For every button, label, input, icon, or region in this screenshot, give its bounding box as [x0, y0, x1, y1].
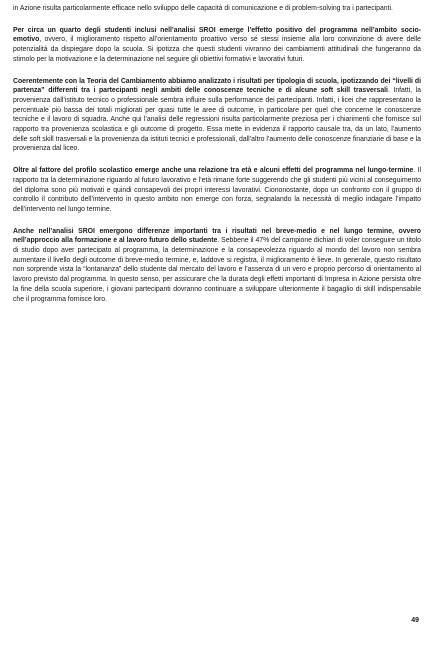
paragraph-5-text: . Sebbene il 47% del campione dichiari di voler conseguire un titolo di studio dopo aver partecipato al programma, la determinazione e la consapevolezza riguardo al mondo del lavoro non sembra aumentare il livello degli outcome di breve-medio termine, e, laddove si registra, il miglioramento è lieve. In generale, questo risultato non sorprende vista la “lontananza” dello studente dal mercato del lavoro e l’assenza di un vero e proprio percorso di orientamento al lavoro previsto dal programma. In questo senso, per assicurare che la durata degli effetti importanti di Impresa in Azione persista oltre la fine della scuola superiore, i giovani partecipanti dovranno continuare a sviluppare ulteriormente il bagaglio di skill indispensabile che il programma fornisce loro.: [13, 237, 421, 303]
paragraph-1-text: in Azione risulta particolarmente efficace nello sviluppo delle capacità di comunicazione e di problem-solving tra i partecipanti.: [13, 5, 393, 12]
paragraph-5-bold: Anche nell’analisi SROI emergono differenze importanti tra i risultati nel breve-medio e nel lungo termine, ovvero nell’approccio alla formazione e al lavoro futuro dello studente: [13, 227, 421, 245]
page-number: 49: [411, 617, 419, 624]
paragraph-3: [13, 77, 421, 155]
paragraph-4-bold: Oltre al fattore del profilo scolastico emerge anche una relazione tra età e alcuni effetti del programma nel lungo-termine: [13, 167, 414, 175]
paragraph-1: [13, 4, 421, 14]
paragraph-3-text: . Infatti, la provenienza dall’istituto tecnico o professionale sembra influire sulla performance dei partecipanti. Infatti, i licei che rappresentano la percentuale più bassa dei totali migliorati per quasi tutte le aree di outcome, in particolare per quel che concerne le conoscenze tecniche e il lavoro di squadra. Anche qui l’analisi delle regressioni risulta particolarmente preziosa per i chiarimenti che fornisce sul rapporto tra provenienza scolastica e gli outcome di progetto. Essa mette in evidenza il rapporto causale tra, da un lato, l’aumento delle soft skill trasversali e la provenienza da istituti tecnici e professionali, dall’altro l’aumento delle conoscenze finanziarie di base e la provenienza dal liceo.: [13, 87, 421, 153]
paragraph-5: [13, 227, 421, 305]
paragraph-4: [13, 166, 421, 215]
paragraph-3-bold: Coerentemente con la Teoria del Cambiamento abbiamo analizzato i risultati per tipologia di scuola, ipotizzando dei “livelli di partenza” differenti tra i partecipanti negli ambiti delle conoscenze tecniche e di alcune soft skill trasversali: [13, 77, 421, 95]
paragraph-2: [13, 26, 421, 65]
paragraph-4-text: . Il rapporto tra la determinazione riguardo al futuro lavorativo e l’età rimane forte suggerendo che gli studenti più vicini al conseguimento del diploma sono più motivati e quindi consapevoli dei propri interessi lavorativi. Ciononostante, dopo un confronto con il gruppo di controllo il contributo dell’intervento in questo ambito non emerge con forza, segnalando la necessità di meglio indagare l’impatto dell’intervento nel lungo termine.: [13, 167, 422, 213]
paragraph-2-text: , ovvero, il miglioramento rispetto all’orientamento proattivo verso sé stessi insieme alla loro convinzione di avere delle potenzialità da dispiegare dopo la scuola. Si ipotizza che questi studenti vivranno dei cambiamenti attitudinali che fungeranno da stimolo per la motivazione e la determinazione nel seguire gli obiettivi formativi e lavorativi futuri.: [13, 36, 421, 63]
paragraph-2-bold: Per circa un quarto degli studenti inclusi nell’analisi SROI emerge l’effetto positivo del programma nell’ambito socio-emotivo: [13, 26, 421, 44]
